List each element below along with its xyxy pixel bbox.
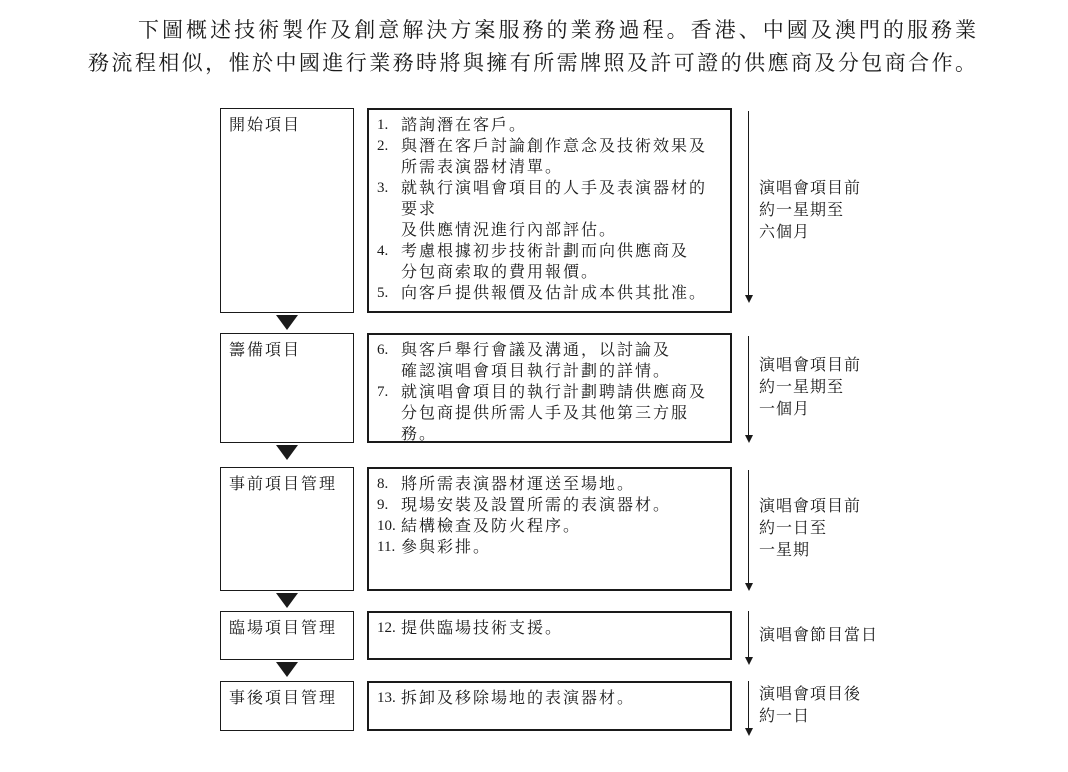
stage-label-box [220,108,354,313]
business-process-flowchart [220,108,878,731]
step-number: 7. [377,384,389,400]
process-step [377,618,722,639]
step-text [401,495,671,516]
stage-row [220,467,878,591]
timeline-line: 約一星期至 [759,379,845,396]
arrow-head [745,728,753,736]
process-step [377,495,722,516]
intro-paragraph [88,14,978,80]
step-number: 8. [377,476,389,492]
down-arrow-icon [744,111,753,303]
step-text [401,115,527,136]
timeline-text [759,684,861,728]
step-number: 10. [377,518,396,534]
stage-label: 事後項目管理 [229,690,338,707]
step-number: 9. [377,497,389,513]
step-text-line: 參與彩排。 [401,539,492,556]
step-text-line: 分包商提供所需人手及其他第三方服務。 [401,405,690,443]
stage-timeline [744,108,861,313]
timeline-text [759,178,861,244]
step-text [401,283,707,304]
step-text [401,340,671,382]
arrow-head [745,583,753,591]
arrow-head [745,295,753,303]
stage-row [220,108,878,313]
timeline-line: 六個月 [759,223,811,241]
connector-triangle-icon [276,662,298,677]
timeline-line: 一個月 [759,401,811,418]
step-text-line: 拆卸及移除場地的表演器材。 [401,690,636,707]
process-step [377,283,722,304]
down-arrow-icon [744,336,753,443]
arrow-shaft [748,611,749,658]
stage-steps-box [367,611,732,660]
timeline-line: 演唱會項目前 [759,357,862,374]
stage-label: 事前項目管理 [229,476,338,493]
stage-label: 臨場項目管理 [229,620,338,637]
timeline-line: 約一日至 [759,520,828,537]
step-text [401,382,722,445]
process-step [377,115,722,136]
step-number: 13. [377,690,396,706]
step-text [401,618,563,639]
timeline-text [759,496,861,562]
arrow-shaft [748,681,749,729]
step-number: 6. [377,342,389,358]
step-text [401,688,635,709]
stage-label-box [220,467,354,591]
stage-row [220,611,878,660]
step-text [401,516,581,537]
stage-steps-box [367,108,732,313]
stage-label: 籌備項目 [229,342,302,359]
stage-timeline [744,333,861,443]
step-number: 12. [377,620,396,636]
step-text-line: 分包商索取的費用報價。 [401,264,600,281]
timeline-line: 演唱會項目後 [759,686,862,703]
timeline-text [759,625,878,647]
timeline-line: 約一星期至 [759,201,845,219]
step-text-line: 與潛在客戶討論創作意念及技術效果及 [401,138,708,155]
stage-timeline [744,467,861,591]
intro-line-1: 下圖概述技術製作及創意解決方案服務的業務過程。香港、中國及澳門的服務業 [138,18,978,42]
process-step [377,537,722,558]
step-text-line: 現場安裝及設置所需的表演器材。 [401,497,672,514]
stage-label-box [220,681,354,731]
process-step [377,241,722,283]
step-number: 2. [377,138,389,154]
step-text-line: 提供臨場技術支援。 [401,620,564,637]
step-text-line: 確認演唱會項目執行計劃的詳情。 [401,363,672,380]
step-text [401,136,707,178]
process-step [377,136,722,178]
stage-label: 開始項目 [229,117,302,134]
down-arrow-icon [744,611,753,665]
connector-triangle-icon [276,315,298,330]
process-step [377,178,722,241]
timeline-line: 演唱會節目當日 [759,626,879,644]
connector-triangle-icon [276,445,298,460]
step-text [401,537,491,558]
step-text-line: 所需表演器材清單。 [401,159,564,176]
step-text-line: 將所需表演器材運送至場地。 [401,476,636,493]
arrow-head [745,657,753,665]
step-number: 5. [377,285,389,301]
process-step [377,516,722,537]
connector-triangle-icon [276,593,298,608]
timeline-text [759,355,861,421]
arrow-head [745,435,753,443]
step-text-line: 就演唱會項目的執行計劃聘請供應商及 [401,384,708,401]
process-step [377,340,722,382]
step-text [401,178,722,241]
stage-steps-box [367,467,732,591]
stage-timeline [744,611,878,660]
stage-label-box [220,333,354,443]
process-step [377,688,722,709]
timeline-line: 一星期 [759,542,811,559]
step-text-line: 結構檢查及防火程序。 [401,518,582,535]
arrow-shaft [748,470,749,584]
step-text-line: 諮詢潛在客戶。 [401,117,528,134]
step-text-line: 與客戶舉行會議及溝通，以討論及 [401,342,672,359]
timeline-line: 演唱會項目前 [759,498,862,515]
step-text-line: 就執行演唱會項目的人手及表演器材的要求 [401,180,708,218]
stage-label-box [220,611,354,660]
step-text-line: 考慮根據初步技術計劃而向供應商及 [401,243,690,260]
stage-timeline [744,681,861,731]
step-number: 11. [377,539,396,555]
arrow-shaft [748,111,749,296]
stage-row [220,333,878,443]
intro-line-2: 務流程相似，惟於中國進行業務時將與擁有所需牌照及許可證的供應商及分包商合作。 [88,51,978,75]
step-text [401,241,689,283]
timeline-line: 演唱會項目前 [759,179,862,197]
down-arrow-icon [744,470,753,591]
step-number: 3. [377,180,389,196]
step-text-line: 及供應情況進行內部評估。 [401,222,618,239]
down-arrow-icon [744,681,753,736]
stage-row [220,681,878,731]
step-text [401,474,635,495]
process-step [377,474,722,495]
step-text-line: 向客戶提供報價及估計成本供其批准。 [401,285,708,302]
arrow-shaft [748,336,749,436]
step-number: 1. [377,117,389,133]
stage-steps-box [367,681,732,731]
step-number: 4. [377,243,389,259]
timeline-line: 約一日 [759,708,811,725]
stage-steps-box [367,333,732,443]
process-step [377,382,722,445]
